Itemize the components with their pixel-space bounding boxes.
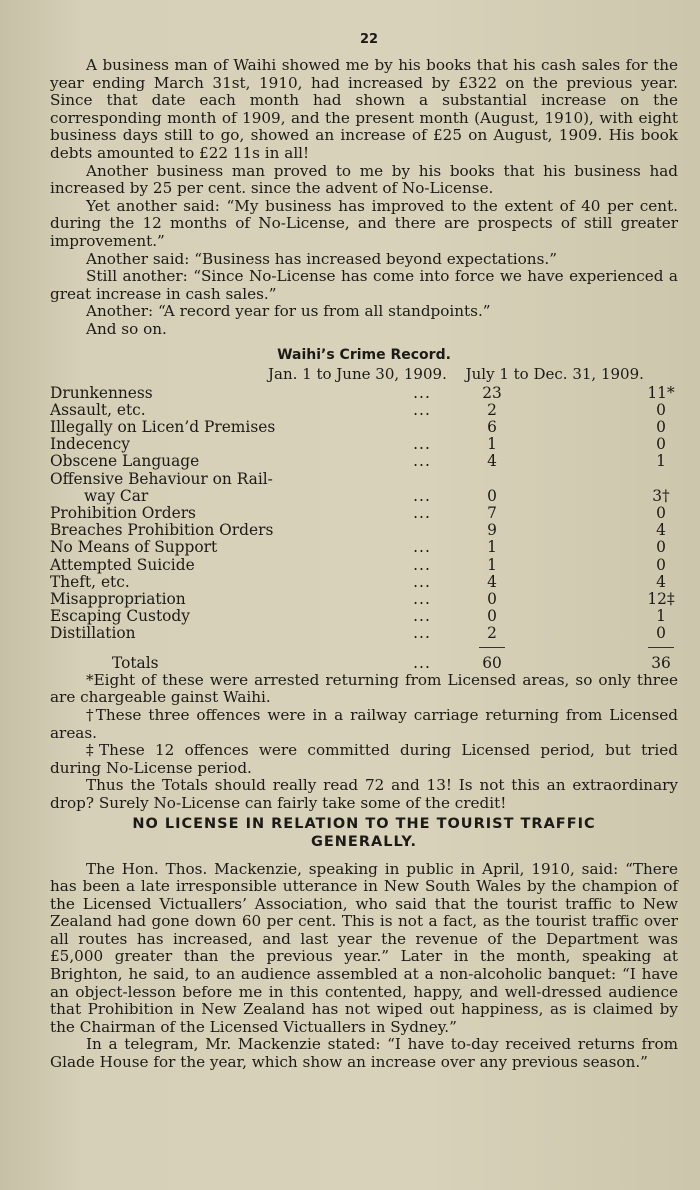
rule-spacer — [392, 643, 452, 651]
col1-header: Jan. 1 to June 30, 1909. — [268, 364, 447, 383]
crime-count-second-half — [532, 471, 678, 488]
tourist-section — [50, 861, 678, 1072]
leader-dots — [392, 419, 452, 436]
table-rule-row — [50, 643, 678, 651]
paragraph-mackenzie-telegram: In a telegram, Mr. Mackenzie stated: “I have to-day received returns from Glade House for the year, which show an increase over any previous season.” — [50, 1035, 678, 1072]
table-row — [50, 402, 678, 419]
notes-section — [50, 672, 678, 813]
crime-offence-label: No Means of Support — [50, 538, 218, 557]
crime-offence-label: Offensive Behaviour on Rail- — [50, 469, 273, 488]
crime-count-first-half: 0 — [487, 589, 497, 608]
paragraph-business-increase: Another business man proved to me by his books that his business had increased by 25 per cent. since the advent of No-License. — [50, 161, 678, 198]
leader-dots: ... — [413, 624, 431, 643]
leader-dots: ... — [413, 400, 431, 419]
tourist-heading-line1: NO LICENSE IN RELATION TO THE TOURIST TRAFFIC — [132, 815, 596, 832]
tourist-heading-line2: GENERALLY. — [310, 833, 418, 850]
crime-count-second-half: 1 — [656, 607, 666, 626]
crime-count-second-half: 0 — [656, 435, 666, 454]
paragraph-mackenzie-speech: The Hon. Thos. Mackenzie, speaking in public in April, 1910, said: “There has been a late irresponsible utterance in New South Wales by the champion of the Licensed Victuallers’ Association, who said that the tourist traffic to New Zealand had gone down 60 per cent. This is not a fact, as the tourist traffic over all routes has increased, and last year the revenue of the Department was £5,000 greater than the previous year.” Later in the month, speaking at Brighton, he said, to an audience assembled at a non-alcoholic banquet: “I have an object-lesson before me in this contented, happy, and well-dressed audience that Prohibition in New Zealand has not wiped out happiness, as is claimed by the Chairman of the Licensed Victuallers in Sydney.” — [50, 859, 678, 1036]
crime-offence-label: Theft, etc. — [50, 572, 130, 591]
rule-spacer — [50, 643, 392, 651]
total-rule — [648, 647, 674, 648]
crime-count-second-half: 11* — [647, 383, 675, 402]
totals-first-half: 60 — [482, 653, 502, 672]
leader-dots: ... — [413, 486, 431, 505]
crime-offence-label: Attempted Suicide — [50, 555, 195, 574]
crime-count-second-half: 0 — [656, 624, 666, 643]
crime-count-second-half: 0 — [656, 400, 666, 419]
leader-dots: ... — [413, 538, 431, 557]
totals-row — [50, 651, 678, 672]
crime-offence-label: Assault, etc. — [50, 400, 146, 419]
paragraph-beyond-expectations: Another said: “Business has increased beyond expectations.” — [86, 249, 557, 268]
table-row — [50, 608, 678, 625]
crime-count-first-half: 0 — [487, 486, 497, 505]
table-row — [50, 453, 678, 470]
table-row — [50, 419, 678, 436]
crime-table — [50, 385, 678, 672]
crime-offence-label: Drunkenness — [50, 383, 153, 402]
crime-record-title: Waihi’s Crime Record. — [277, 346, 451, 363]
crime-offence-label: Breaches Prohibition Orders — [50, 521, 274, 540]
intro-section — [50, 57, 678, 339]
leader-dots: ... — [413, 653, 431, 672]
crime-count-first-half: 4 — [487, 452, 497, 471]
table-row — [50, 591, 678, 608]
crime-count-first-half: 2 — [487, 400, 497, 419]
crime-count-second-half: 0 — [656, 417, 666, 436]
crime-count-first-half: 1 — [487, 435, 497, 454]
crime-count-first-half — [452, 471, 532, 488]
leader-dots — [392, 471, 452, 488]
table-row — [50, 471, 678, 488]
crime-count-first-half: 1 — [487, 538, 497, 557]
table-row — [50, 539, 678, 556]
leader-dots: ... — [413, 503, 431, 522]
totals-label: Totals — [112, 653, 159, 672]
table-row — [50, 436, 678, 453]
table-row — [50, 385, 678, 402]
crime-count-first-half: 0 — [487, 607, 497, 626]
leader-dots: ... — [413, 452, 431, 471]
crime-count-first-half: 2 — [487, 624, 497, 643]
crime-count-first-half: 9 — [487, 521, 497, 540]
crime-count-second-half: 0 — [656, 538, 666, 557]
crime-count-second-half: 12‡ — [647, 589, 675, 608]
crime-offence-label: Misappropriation — [50, 589, 186, 608]
leader-dots: ... — [413, 572, 431, 591]
rule-cell — [452, 643, 532, 651]
table-row — [50, 488, 678, 505]
paragraph-cash-sales: A business man of Waihi showed me by his books that his cash sales for the year ending March 31st, 1910, had increased by £322 on the previous year. Since that date each month had shown a substantial increase on the corresponding month of 1909, and the present month (August, 1910), with eight business days still to go, showed an increase of £25 on August, 1909. His book debts amounted to £22 11s in all! — [50, 56, 678, 162]
col2-header: July 1 to Dec. 31, 1909. — [465, 364, 644, 383]
total-rule — [479, 647, 505, 648]
crime-offence-label: Escaping Custody — [50, 607, 190, 626]
crime-column-headers — [268, 365, 678, 383]
crime-count-first-half: 7 — [487, 503, 497, 522]
crime-table-body — [50, 385, 678, 672]
note-totals: Thus the Totals should really read 72 and 13! Is not this an extraordinary drop? Surely No-License can fairly take some of the credit! — [50, 776, 678, 812]
note-asterisk: *Eight of these were arrested returning from Licensed areas, so only three are chargeable gainst Waihi. — [50, 670, 678, 707]
note-dagger: †These three offences were in a railway carriage returning from Licensed areas. — [50, 705, 678, 742]
crime-offence-label: Distillation — [50, 624, 136, 643]
leader-dots: ... — [413, 607, 431, 626]
crime-count-first-half: 1 — [487, 555, 497, 574]
tourist-section-heading — [50, 815, 678, 851]
table-row — [50, 522, 678, 539]
leader-dots: ... — [413, 555, 431, 574]
crime-offence-label: Indecency — [50, 435, 130, 454]
crime-offence-label: Prohibition Orders — [50, 503, 196, 522]
page-number: 22 — [359, 32, 379, 47]
leader-dots: ... — [413, 435, 431, 454]
leader-dots: ... — [413, 383, 431, 402]
crime-offence-label: way Car — [84, 486, 149, 505]
crime-count-second-half: 0 — [656, 503, 666, 522]
note-double-dagger: ‡These 12 offences were committed during Licensed period, but tried during No-License period. — [50, 741, 678, 777]
paragraph-record-year: Another: “A record year for us from all standpoints.” — [86, 302, 491, 321]
table-row — [50, 625, 678, 642]
leader-dots: ... — [413, 589, 431, 608]
rule-cell — [532, 643, 678, 651]
crime-count-first-half: 6 — [487, 417, 497, 436]
crime-count-second-half: 1 — [656, 452, 666, 471]
table-row — [50, 505, 678, 522]
table-row — [50, 574, 678, 591]
leader-dots — [392, 522, 452, 539]
crime-count-second-half: 0 — [656, 555, 666, 574]
crime-count-first-half: 4 — [487, 572, 497, 591]
crime-count-second-half: 4 — [656, 521, 666, 540]
crime-offence-label: Obscene Language — [50, 452, 200, 471]
crime-offence-label: Illegally on Licen’d Premises — [50, 417, 276, 436]
paragraph-forty-per-cent: Yet another said: “My business has improved to the extent of 40 per cent. during the 12 months of No-License, and there are prospects of still greater improvement.” — [50, 196, 678, 250]
paragraph-cash-increase: Still another: “Since No-License has come into force we have experienced a great increase in cash sales.” — [50, 267, 678, 303]
table-row — [50, 557, 678, 574]
totals-second-half: 36 — [651, 653, 671, 672]
crime-count-first-half: 23 — [482, 383, 502, 402]
crime-count-second-half: 3† — [652, 486, 670, 505]
crime-count-second-half: 4 — [656, 572, 666, 591]
paragraph-and-so-on: And so on. — [86, 319, 167, 338]
